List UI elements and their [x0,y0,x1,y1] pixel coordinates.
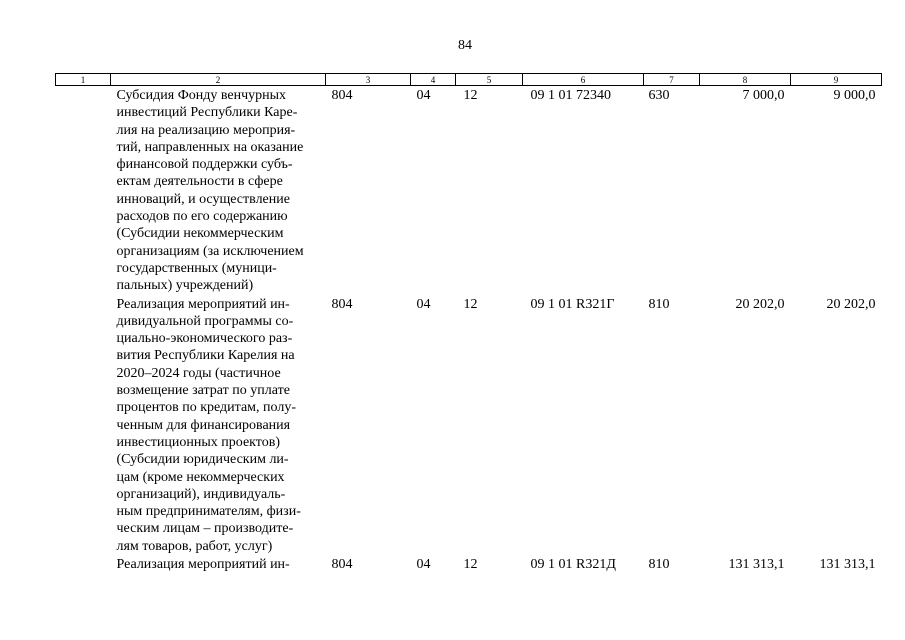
table-header [56,74,882,86]
header-col-6: 6 [523,74,644,86]
ministry-code: 804 [331,296,353,312]
amount-year-1: 131 313,1 [728,557,785,573]
header-col-7: 7 [644,74,700,86]
budget-table [55,73,882,573]
subsection-code: 12 [463,296,478,312]
amount-year-1: 7 000,0 [742,88,785,103]
section-code: 04 [416,296,431,312]
amount-year-2: 20 202,0 [826,296,876,312]
target-article-code: 09 1 01 R321Д [530,557,616,573]
expense-type-code: 810 [648,557,670,573]
header-row [56,74,882,86]
header-col-4: 4 [411,74,456,86]
subsection-code: 12 [463,557,478,573]
row-number [56,295,111,555]
section-code: 04 [416,557,431,573]
expense-type-code: 630 [648,88,670,103]
row-number [56,86,111,295]
target-article-code: 09 1 01 72340 [530,88,611,103]
table-row [56,86,882,295]
table-row [56,555,882,573]
expense-name: Реализация мероприятий ин- [116,557,290,573]
row-number [56,555,111,573]
page-number: 84 [458,38,472,53]
section-code: 04 [416,88,431,103]
expense-name: Субсидия Фонду венчурных инвестиций Республики Каре- лия на реализацию мероприя- тий, направленных на оказание финансовой поддержки субъ- ектам деятельности в сфере инноваций, и осуществление расходов по его содержанию (Субсидии некоммерческим организациям (за исключением государственных (муници- пальных) учреждений) [116,88,304,294]
expense-name: Реализация мероприятий ин- дивидуальной программы со- циально-экономического раз- вития Республики Карелия на 2020–2024 годы (частичное возмещение затрат по уплате процентов по кредитам, полу- ченным для финансирования инвестиционных проектов) (Субсидии юридическим ли- цам (кроме некоммерческих организаций), индивидуаль- ным предпринимателям, физи- ческим лицам – производите- лям товаров, работ, услуг) [116,296,301,554]
header-col-8: 8 [700,74,791,86]
ministry-code: 804 [331,557,353,573]
expense-type-code: 810 [648,296,670,312]
header-col-9: 9 [791,74,882,86]
amount-year-1: 20 202,0 [735,296,785,312]
amount-year-2: 131 313,1 [819,557,876,573]
header-col-2: 2 [111,74,326,86]
header-col-5: 5 [456,74,523,86]
target-article-code: 09 1 01 R321Г [530,296,615,312]
table-body [56,86,882,574]
table-row [56,295,882,555]
subsection-code: 12 [463,88,478,103]
header-col-3: 3 [326,74,411,86]
header-col-1: 1 [56,74,111,86]
amount-year-2: 9 000,0 [833,88,876,103]
ministry-code: 804 [331,88,353,103]
